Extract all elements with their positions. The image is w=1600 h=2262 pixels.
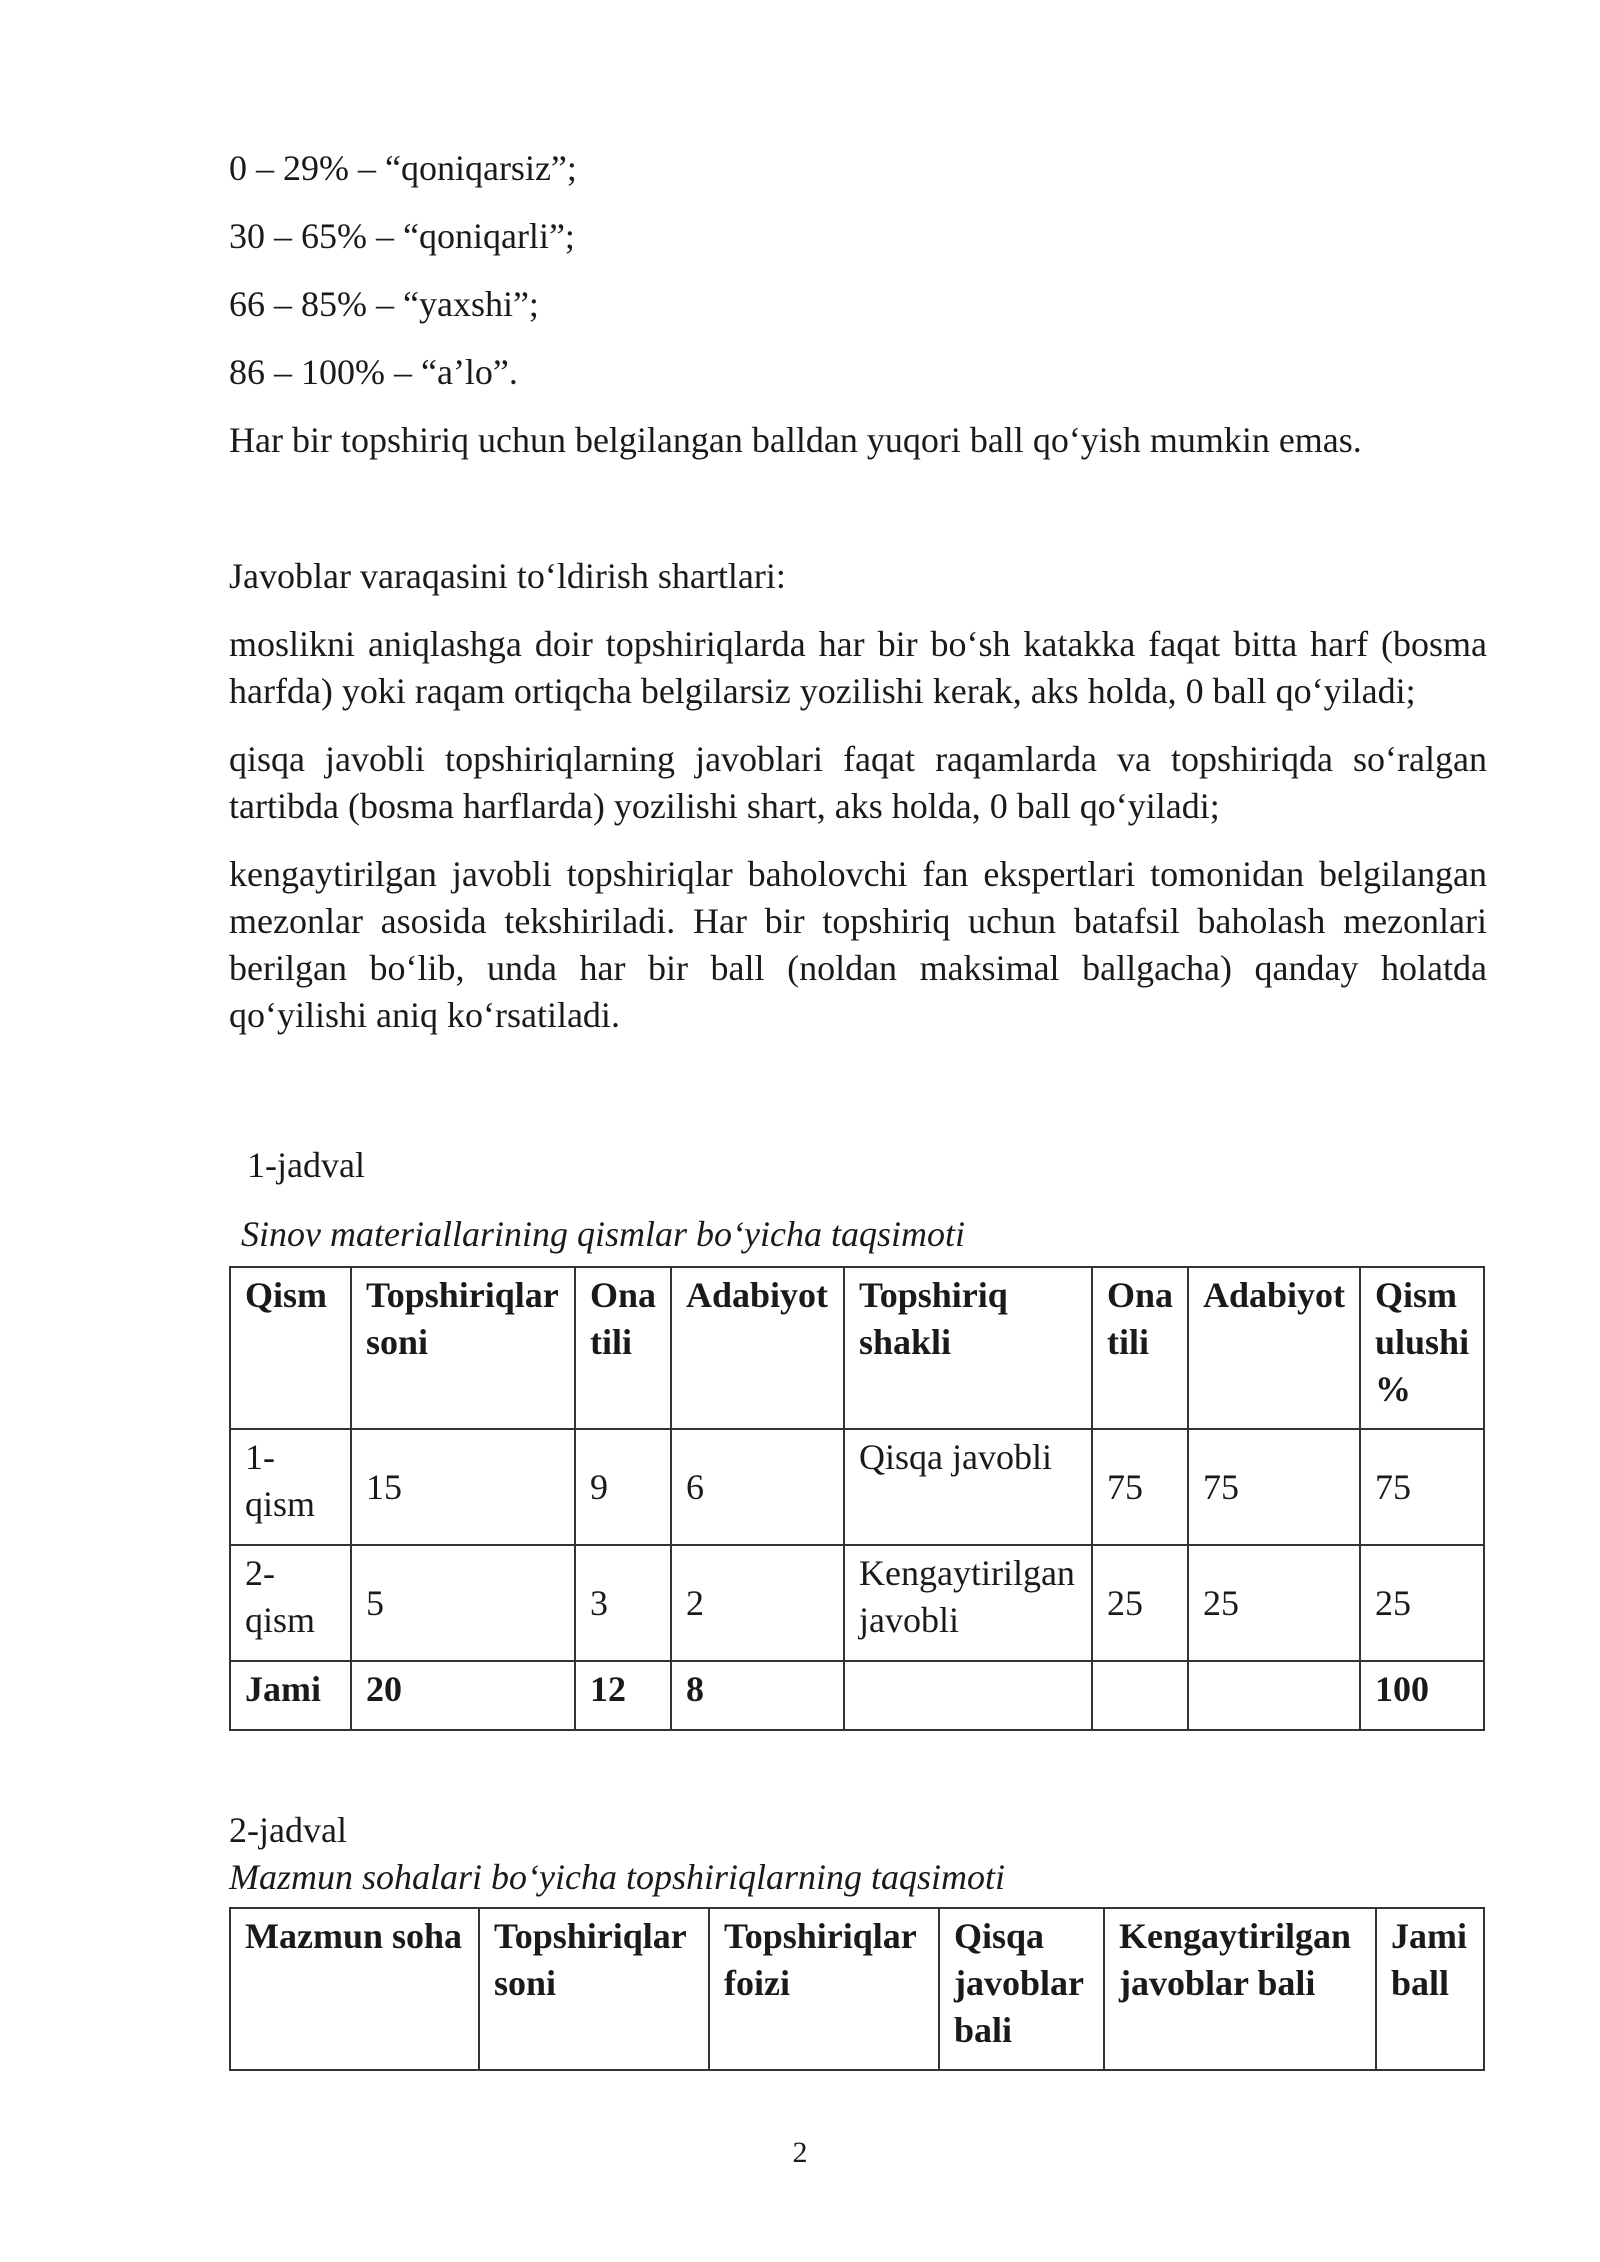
table1-header-cell: Ona tili	[1092, 1267, 1188, 1429]
condition-paragraph: kengaytirilgan javobli topshiriqlar baholovchi fan ekspertlari tomonidan belgilangan mezonlar asosida tekshiriladi. Har bir topshiriq uchun batafsil baholash mezonlari berilgan bo‘lib, unda har bir ball (noldan maksimal ballgacha) qanday holatda qo‘yilishi aniq ko‘rsatiladi.	[229, 854, 1487, 1035]
conditions-title: Javoblar varaqasini to‘ldirish shartlari:	[229, 556, 786, 596]
table2-caption: Mazmun sohalari bo‘yicha topshiriqlarning taqsimoti	[229, 1857, 1006, 1897]
table1-total-cell: Jami	[230, 1661, 351, 1730]
table1-total-row	[230, 1661, 1484, 1730]
table1-total-cell	[1092, 1661, 1188, 1730]
condition-paragraph: qisqa javobli topshiriqlarning javoblari faqat raqamlarda va topshiriqda so‘ralgan tartibda (bosma harflarda) yozilishi shart, aks holda, 0 ball qo‘yiladi;	[229, 739, 1487, 826]
table-row	[230, 1545, 1484, 1661]
grade-line: 0 – 29% – “qoniqarsiz”;	[229, 148, 577, 188]
table1-header-cell: Topshiriqlar soni	[351, 1267, 575, 1429]
table2-header-row	[230, 1908, 1484, 2070]
table1-header-cell: Ona tili	[575, 1267, 671, 1429]
table1-cell: 75	[1188, 1429, 1360, 1545]
grade-line: 86 – 100% – “a’lo”.	[229, 352, 518, 392]
table1-cell: 3	[575, 1545, 671, 1661]
table1-total-cell: 12	[575, 1661, 671, 1730]
table1-total-cell: 20	[351, 1661, 575, 1730]
table1-header-cell: Adabiyot	[1188, 1267, 1360, 1429]
table1-header-cell: Adabiyot	[671, 1267, 844, 1429]
table1-total-cell: 100	[1360, 1661, 1484, 1730]
table1-cell: 15	[351, 1429, 575, 1545]
table2-header-cell: Topshiriqlar foizi	[709, 1908, 939, 2070]
table1-header-cell: Qism	[230, 1267, 351, 1429]
condition-paragraph: moslikni aniqlashga doir topshiriqlarda har bir bo‘sh katakka faqat bitta harf (bosma harfda) yoki raqam ortiqcha belgilarsiz yozilishi kerak, aks holda, 0 ball qo‘yiladi;	[229, 624, 1487, 711]
table2-header-cell: Mazmun soha	[230, 1908, 479, 2070]
grade-line: 66 – 85% – “yaxshi”;	[229, 284, 539, 324]
table1-cell: 75	[1092, 1429, 1188, 1545]
table2-header-cell: Jami ball	[1376, 1908, 1484, 2070]
table1-header-row	[230, 1267, 1484, 1429]
table1-cell: 2	[671, 1545, 844, 1661]
table1-cell: 2-qism	[230, 1545, 351, 1661]
page-number: 2	[792, 2136, 808, 2169]
rule-sentence: Har bir topshiriq uchun belgilangan balldan yuqori ball qo‘yish mumkin emas.	[229, 420, 1362, 460]
table1-cell: 25	[1360, 1545, 1484, 1661]
table-row	[230, 1429, 1484, 1545]
grade-line: 30 – 65% – “qoniqarli”;	[229, 216, 575, 256]
table1-cell: 1-qism	[230, 1429, 351, 1545]
table2-header-cell: Qisqa javoblar bali	[939, 1908, 1104, 2070]
page-content	[229, 145, 1487, 2071]
table1-total-cell	[1188, 1661, 1360, 1730]
table1-cell: Qisqa javobli	[844, 1429, 1092, 1545]
table1-total-cell: 8	[671, 1661, 844, 1730]
table1	[229, 1266, 1485, 1731]
table1-cell: 5	[351, 1545, 575, 1661]
table1-cell: 75	[1360, 1429, 1484, 1545]
table1-header-cell: Qism ulushi %	[1360, 1267, 1484, 1429]
table1-number: 1-jadval	[247, 1145, 365, 1185]
table1-cell: 6	[671, 1429, 844, 1545]
table2-header-cell: Kengaytirilgan javoblar bali	[1104, 1908, 1376, 2070]
table1-caption: Sinov materiallarining qismlar bo‘yicha taqsimoti	[241, 1214, 965, 1254]
table1-header-cell: Topshiriq shakli	[844, 1267, 1092, 1429]
table1-cell: 25	[1188, 1545, 1360, 1661]
table1-cell: 25	[1092, 1545, 1188, 1661]
table1-cell: 9	[575, 1429, 671, 1545]
table1-total-cell	[844, 1661, 1092, 1730]
table1-cell: Kengaytirilgan javobli	[844, 1545, 1092, 1661]
table2-header-cell: Topshiriqlar soni	[479, 1908, 709, 2070]
table2	[229, 1907, 1485, 2071]
table2-number: 2-jadval	[229, 1810, 347, 1850]
